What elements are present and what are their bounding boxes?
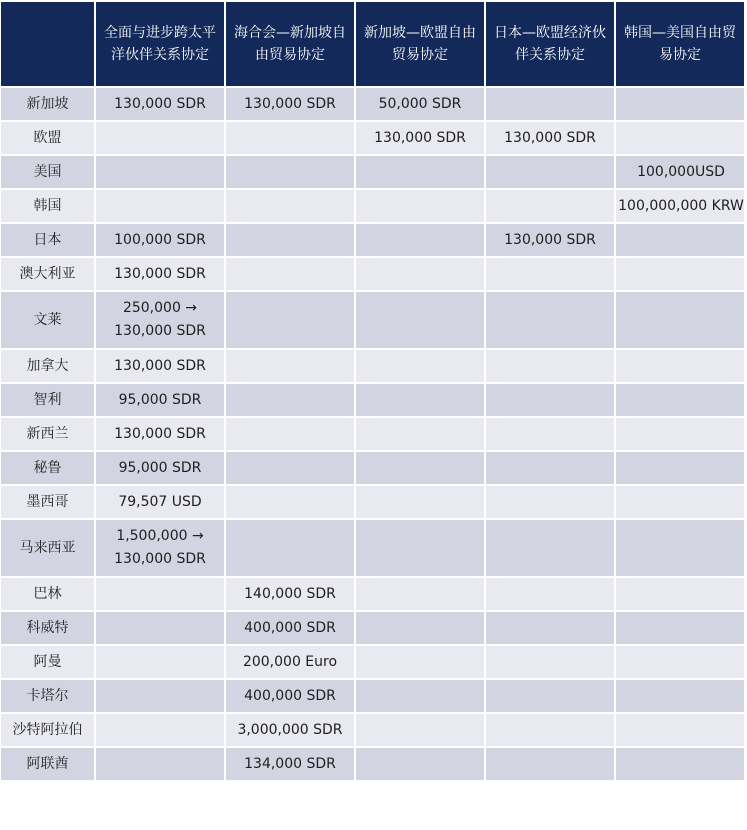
table-row [1, 292, 744, 348]
header-corner [1, 2, 94, 86]
cptpp-cell: 130,000 SDR [96, 350, 224, 382]
table-row [1, 156, 744, 188]
japan-eu-cell [486, 748, 614, 780]
gcc-singapore-cell: 130,000 SDR [226, 88, 354, 120]
cptpp-cell: 130,000 SDR [96, 418, 224, 450]
singapore-eu-cell [356, 748, 484, 780]
header-row [1, 2, 744, 86]
table-row [1, 350, 744, 382]
singapore-eu-cell [356, 190, 484, 222]
cptpp-cell: 95,000 SDR [96, 384, 224, 416]
korea-us-cell [616, 486, 744, 518]
country-cell: 日本 [1, 224, 94, 256]
japan-eu-cell [486, 384, 614, 416]
gcc-singapore-cell [226, 122, 354, 154]
singapore-eu-cell [356, 520, 484, 576]
country-cell: 加拿大 [1, 350, 94, 382]
japan-eu-cell [486, 190, 614, 222]
japan-eu-cell [486, 646, 614, 678]
korea-us-cell [616, 418, 744, 450]
cptpp-cell: 79,507 USD [96, 486, 224, 518]
table-row [1, 486, 744, 518]
singapore-eu-cell: 130,000 SDR [356, 122, 484, 154]
singapore-eu-cell [356, 486, 484, 518]
table-row [1, 418, 744, 450]
cptpp-cell [96, 646, 224, 678]
cptpp-cell [96, 680, 224, 712]
korea-us-cell [616, 384, 744, 416]
table-row [1, 88, 744, 120]
korea-us-cell [616, 452, 744, 484]
gcc-singapore-cell [226, 156, 354, 188]
cptpp-cell: 250,000 → 130,000 SDR [96, 292, 224, 348]
table-row [1, 714, 744, 746]
korea-us-cell [616, 612, 744, 644]
table-row [1, 578, 744, 610]
singapore-eu-cell [356, 612, 484, 644]
table-row [1, 612, 744, 644]
korea-us-cell [616, 714, 744, 746]
gcc-singapore-cell [226, 350, 354, 382]
singapore-eu-cell [356, 350, 484, 382]
japan-eu-cell [486, 680, 614, 712]
gcc-singapore-cell [226, 384, 354, 416]
japan-eu-cell [486, 156, 614, 188]
country-cell: 沙特阿拉伯 [1, 714, 94, 746]
japan-eu-cell: 130,000 SDR [486, 122, 614, 154]
japan-eu-cell [486, 452, 614, 484]
japan-eu-cell [486, 88, 614, 120]
korea-us-cell: 100,000USD [616, 156, 744, 188]
singapore-eu-cell: 50,000 SDR [356, 88, 484, 120]
singapore-eu-cell [356, 714, 484, 746]
cptpp-cell: 130,000 SDR [96, 88, 224, 120]
country-cell: 阿联酋 [1, 748, 94, 780]
singapore-eu-cell [356, 384, 484, 416]
gcc-singapore-cell: 200,000 Euro [226, 646, 354, 678]
country-cell: 秘鲁 [1, 452, 94, 484]
japan-eu-cell [486, 292, 614, 348]
japan-eu-cell [486, 714, 614, 746]
table-row [1, 680, 744, 712]
singapore-eu-cell [356, 292, 484, 348]
korea-us-cell [616, 748, 744, 780]
table-row [1, 190, 744, 222]
singapore-eu-cell [356, 156, 484, 188]
gcc-singapore-cell [226, 418, 354, 450]
country-cell: 马来西亚 [1, 520, 94, 576]
korea-us-cell [616, 292, 744, 348]
gcc-singapore-cell [226, 452, 354, 484]
gcc-singapore-cell [226, 190, 354, 222]
country-cell: 澳大利亚 [1, 258, 94, 290]
korea-us-cell [616, 520, 744, 576]
cptpp-cell: 1,500,000 → 130,000 SDR [96, 520, 224, 576]
cptpp-cell [96, 612, 224, 644]
japan-eu-cell [486, 486, 614, 518]
gcc-singapore-cell: 400,000 SDR [226, 680, 354, 712]
gcc-singapore-cell: 400,000 SDR [226, 612, 354, 644]
singapore-eu-cell [356, 224, 484, 256]
korea-us-cell [616, 224, 744, 256]
korea-us-cell [616, 680, 744, 712]
korea-us-cell [616, 122, 744, 154]
gcc-singapore-cell [226, 258, 354, 290]
japan-eu-cell [486, 520, 614, 576]
country-cell: 卡塔尔 [1, 680, 94, 712]
header-cptpp: 全面与进步跨太平洋伙伴关系协定 [96, 2, 224, 86]
gcc-singapore-cell: 134,000 SDR [226, 748, 354, 780]
country-cell: 墨西哥 [1, 486, 94, 518]
korea-us-cell [616, 350, 744, 382]
korea-us-cell [616, 258, 744, 290]
country-cell: 巴林 [1, 578, 94, 610]
cptpp-cell: 95,000 SDR [96, 452, 224, 484]
table-row [1, 646, 744, 678]
gcc-singapore-cell [226, 292, 354, 348]
table-row [1, 452, 744, 484]
korea-us-cell [616, 88, 744, 120]
gcc-singapore-cell: 3,000,000 SDR [226, 714, 354, 746]
cptpp-cell: 100,000 SDR [96, 224, 224, 256]
country-cell: 欧盟 [1, 122, 94, 154]
country-cell: 文莱 [1, 292, 94, 348]
korea-us-cell [616, 578, 744, 610]
country-cell: 科威特 [1, 612, 94, 644]
table-row [1, 384, 744, 416]
gcc-singapore-cell: 140,000 SDR [226, 578, 354, 610]
table-row [1, 224, 744, 256]
cptpp-cell [96, 156, 224, 188]
japan-eu-cell [486, 350, 614, 382]
gcc-singapore-cell [226, 224, 354, 256]
cptpp-cell [96, 190, 224, 222]
country-cell: 智利 [1, 384, 94, 416]
country-cell: 新西兰 [1, 418, 94, 450]
header-singapore-eu: 新加坡—欧盟自由贸易协定 [356, 2, 484, 86]
header-gcc-singapore: 海合会—新加坡自由贸易协定 [226, 2, 354, 86]
singapore-eu-cell [356, 418, 484, 450]
singapore-eu-cell [356, 680, 484, 712]
singapore-eu-cell [356, 452, 484, 484]
korea-us-cell [616, 646, 744, 678]
country-cell: 美国 [1, 156, 94, 188]
country-cell: 新加坡 [1, 88, 94, 120]
table-row [1, 748, 744, 780]
header-japan-eu: 日本—欧盟经济伙伴关系协定 [486, 2, 614, 86]
table-row [1, 520, 744, 576]
table-row [1, 122, 744, 154]
table-row [1, 258, 744, 290]
korea-us-cell: 100,000,000 KRW [616, 190, 744, 222]
cptpp-cell [96, 578, 224, 610]
singapore-eu-cell [356, 646, 484, 678]
cptpp-cell: 130,000 SDR [96, 258, 224, 290]
cptpp-cell [96, 748, 224, 780]
japan-eu-cell: 130,000 SDR [486, 224, 614, 256]
gcc-singapore-cell [226, 520, 354, 576]
cptpp-cell [96, 122, 224, 154]
singapore-eu-cell [356, 258, 484, 290]
japan-eu-cell [486, 578, 614, 610]
header-korea-us: 韩国—美国自由贸易协定 [616, 2, 744, 86]
japan-eu-cell [486, 258, 614, 290]
country-cell: 阿曼 [1, 646, 94, 678]
gcc-singapore-cell [226, 486, 354, 518]
japan-eu-cell [486, 418, 614, 450]
singapore-eu-cell [356, 578, 484, 610]
japan-eu-cell [486, 612, 614, 644]
cptpp-cell [96, 714, 224, 746]
country-cell: 韩国 [1, 190, 94, 222]
